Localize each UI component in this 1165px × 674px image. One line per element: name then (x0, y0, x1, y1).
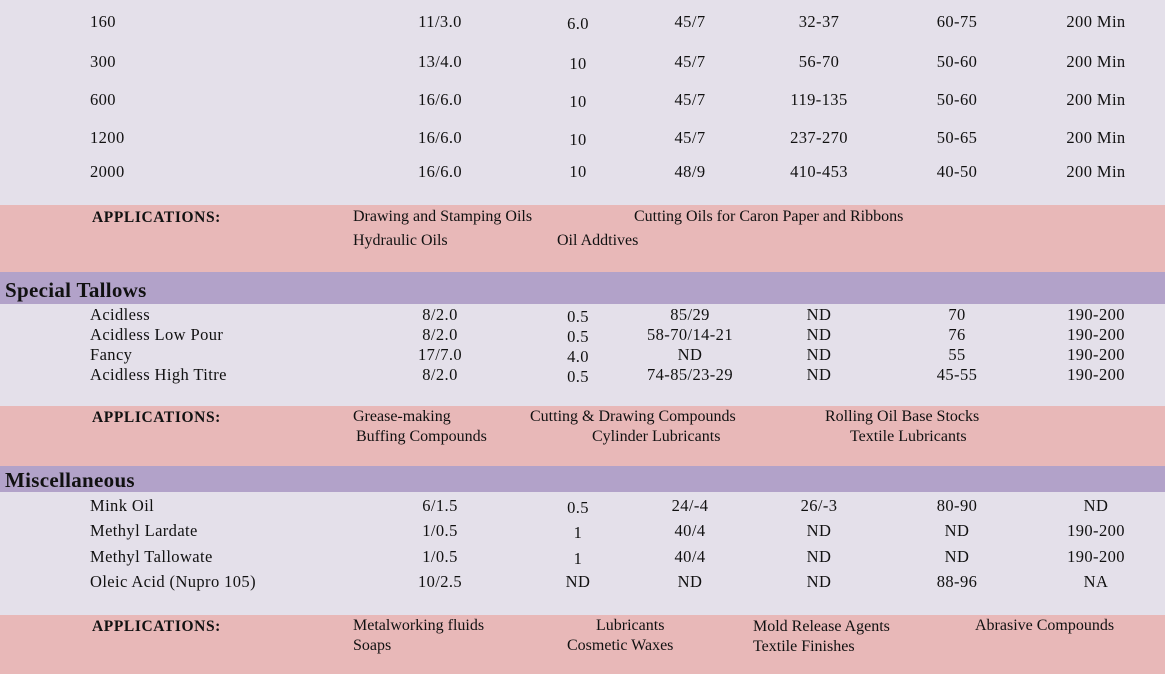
table-cell: Methyl Tallowate (90, 547, 213, 566)
table-cell: 190-200 (1067, 345, 1125, 364)
application-item: Grease-making (353, 408, 451, 425)
table-cell: 45/7 (674, 12, 706, 31)
table-cell: 190-200 (1067, 547, 1125, 566)
application-item: Mold Release Agents (753, 618, 890, 635)
table-cell: 26/-3 (800, 496, 838, 515)
applications-band-top (0, 205, 1165, 272)
application-item: Textile Finishes (753, 638, 855, 655)
application-item: Soaps (353, 637, 392, 654)
table-cell: 410-453 (790, 162, 848, 181)
table-cell: ND (806, 345, 832, 364)
table-cell: 50-60 (936, 52, 978, 71)
application-item: Drawing and Stamping Oils (353, 208, 533, 225)
table-cell: 300 (90, 52, 116, 71)
table-cell: 8/2.0 (422, 305, 458, 324)
table-row (0, 164, 1165, 184)
table-cell: 85/29 (670, 305, 710, 324)
table-cell: 6/1.5 (422, 496, 458, 515)
table-cell: ND (944, 521, 970, 540)
table-row (0, 54, 1165, 74)
application-item: Abrasive Compounds (975, 617, 1115, 634)
table-cell: Fancy (90, 345, 133, 364)
table-cell: 0.5 (567, 307, 589, 326)
table-cell: 10 (569, 54, 587, 73)
table-cell: 76 (948, 325, 966, 344)
table-cell: 0.5 (567, 367, 589, 386)
table-row (0, 549, 1165, 569)
special-tallows-data-band (0, 304, 1165, 406)
table-cell: 58-70/14-21 (647, 325, 733, 344)
application-item: Metalworking fluids (353, 617, 485, 634)
application-item: Buffing Compounds (356, 428, 487, 445)
section-title: Miscellaneous (5, 468, 135, 492)
applications-band-miscellaneous (0, 615, 1165, 674)
table-cell: ND (806, 547, 832, 566)
table-cell: 40-50 (936, 162, 978, 181)
table-cell: 56-70 (798, 52, 840, 71)
table-cell: 16/6.0 (417, 90, 463, 109)
miscellaneous-data-band (0, 492, 1165, 615)
table-cell: 45-55 (936, 365, 978, 384)
table-cell: 70 (948, 305, 966, 324)
table-cell: 80-90 (936, 496, 978, 515)
table-cell: 74-85/23-29 (647, 365, 733, 384)
section-header-special-tallows (0, 272, 1165, 304)
table-cell: 1/0.5 (422, 547, 458, 566)
application-item: Cosmetic Waxes (567, 637, 674, 654)
table-row (0, 574, 1165, 594)
table-cell: 88-96 (936, 572, 978, 591)
table-cell: 6.0 (567, 14, 589, 33)
table-cell: 17/7.0 (417, 345, 463, 364)
table-cell: ND (806, 365, 832, 384)
table-row (0, 367, 1165, 387)
table-cell: NA (1083, 572, 1109, 591)
table-cell: 119-135 (790, 90, 848, 109)
application-item: Oil Addtives (557, 232, 639, 249)
table-cell: 10 (569, 130, 587, 149)
section-title: Special Tallows (5, 278, 147, 302)
table-cell: 10/2.5 (417, 572, 463, 591)
table-cell: 0.5 (567, 327, 589, 346)
table-cell: 190-200 (1067, 325, 1125, 344)
table-cell: 13/4.0 (417, 52, 463, 71)
table-cell: 60-75 (936, 12, 978, 31)
table-cell: 190-200 (1067, 305, 1125, 324)
table-cell: 11/3.0 (418, 12, 462, 31)
table-row (0, 92, 1165, 112)
table-cell: 40/4 (674, 547, 706, 566)
table-cell: ND (806, 325, 832, 344)
table-cell: Acidless High Titre (90, 365, 227, 384)
table-cell: ND (677, 345, 703, 364)
table-cell: 2000 (90, 162, 125, 181)
table-cell: 45/7 (674, 128, 706, 147)
table-cell: ND (806, 305, 832, 324)
table-cell: Oleic Acid (Nupro 105) (90, 572, 256, 591)
table-row (0, 130, 1165, 150)
table-cell: ND (1083, 496, 1109, 515)
table-cell: 4.0 (567, 347, 589, 366)
table-cell: Mink Oil (90, 496, 155, 515)
application-item: Rolling Oil Base Stocks (825, 408, 980, 425)
table-cell: 45/7 (674, 52, 706, 71)
table-cell: 1/0.5 (422, 521, 458, 540)
table-cell: 32-37 (798, 12, 840, 31)
application-item: Cutting Oils for Caron Paper and Ribbons (634, 208, 904, 225)
applications-band-special-tallows (0, 406, 1165, 466)
table-row (0, 347, 1165, 367)
applications-label: APPLICATIONS: (92, 209, 221, 226)
table-cell: Acidless Low Pour (90, 325, 224, 344)
application-item: Hydraulic Oils (353, 232, 448, 249)
table-cell: ND (944, 547, 970, 566)
table-cell: ND (806, 572, 832, 591)
application-item: Textile Lubricants (850, 428, 967, 445)
table-row (0, 498, 1165, 518)
table-cell: 45/7 (674, 90, 706, 109)
table-cell: 10 (569, 162, 587, 181)
application-item: Cutting & Drawing Compounds (530, 408, 736, 425)
table-cell: 40/4 (674, 521, 706, 540)
table-cell: 200 Min (1066, 128, 1126, 147)
table-cell: ND (565, 572, 591, 591)
table-cell: 55 (948, 345, 966, 364)
table-cell: 1 (573, 549, 583, 568)
application-item: Lubricants (596, 617, 665, 634)
table-row (0, 327, 1165, 347)
table-cell: 600 (90, 90, 116, 109)
table-cell: 190-200 (1067, 365, 1125, 384)
table-cell: Acidless (90, 305, 151, 324)
table-cell: 50-60 (936, 90, 978, 109)
table-cell: 200 Min (1066, 162, 1126, 181)
table-cell: 0.5 (567, 498, 589, 517)
applications-label: APPLICATIONS: (92, 409, 221, 426)
table-cell: Methyl Lardate (90, 521, 198, 540)
table-cell: 8/2.0 (422, 325, 458, 344)
table-cell: 200 Min (1066, 12, 1126, 31)
table-cell: 160 (90, 12, 116, 31)
table-cell: 48/9 (674, 162, 706, 181)
table-cell: 190-200 (1067, 521, 1125, 540)
top-data-band (0, 0, 1165, 205)
table-row (0, 307, 1165, 327)
application-item: Cylinder Lubricants (592, 428, 721, 445)
table-cell: 10 (569, 92, 587, 111)
table-cell: 16/6.0 (417, 128, 463, 147)
table-cell: 8/2.0 (422, 365, 458, 384)
table-cell: ND (806, 521, 832, 540)
table-cell: 237-270 (790, 128, 848, 147)
table-cell: ND (677, 572, 703, 591)
table-cell: 1 (573, 523, 583, 542)
table-cell: 200 Min (1066, 90, 1126, 109)
table-cell: 24/-4 (671, 496, 709, 515)
table-cell: 200 Min (1066, 52, 1126, 71)
applications-label: APPLICATIONS: (92, 618, 221, 635)
table-cell: 16/6.0 (417, 162, 463, 181)
section-header-miscellaneous (0, 466, 1165, 492)
table-cell: 1200 (90, 128, 125, 147)
table-row (0, 14, 1165, 34)
table-cell: 50-65 (936, 128, 978, 147)
table-row (0, 523, 1165, 543)
